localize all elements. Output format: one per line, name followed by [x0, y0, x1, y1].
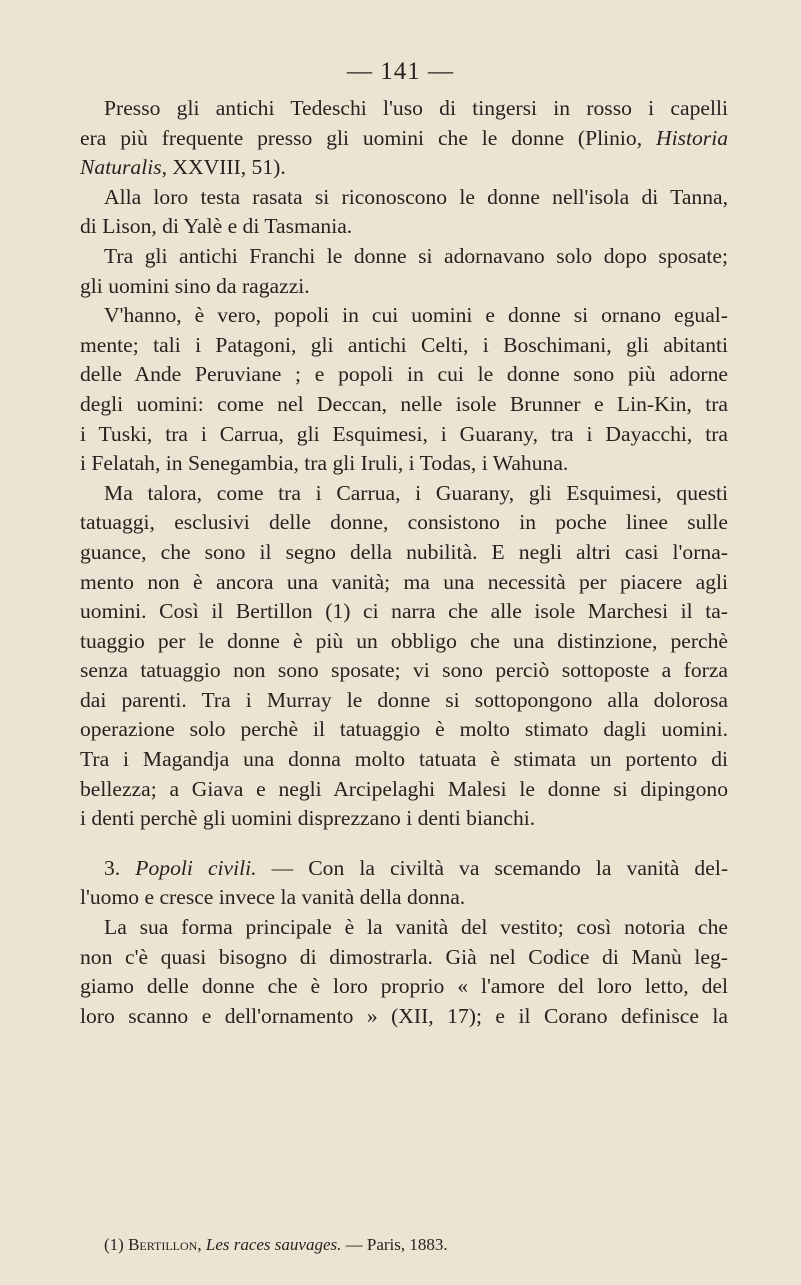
text-line — [80, 124, 728, 154]
text-run: era più frequente presso gli uomini che le donne (Plinio, — [80, 125, 656, 150]
text-line — [80, 153, 728, 183]
paragraph — [80, 854, 728, 913]
text-line — [80, 212, 728, 242]
text-run: bellezza; a Giava e negli Arcipelaghi Malesi le donne si dipingono — [80, 776, 728, 801]
text-run: loro scanno e dell'ornamento » (XII, 17); e il Corano definisce la — [80, 1003, 728, 1028]
text-line — [80, 183, 728, 213]
text-line — [80, 686, 728, 716]
text-run: operazione solo perchè il tatuaggio è molto stimato dagli uomini. — [80, 717, 728, 742]
footnote-author: Bertillon — [128, 1235, 198, 1254]
paragraph — [80, 94, 728, 183]
italic-run: Popoli civili. — [135, 855, 257, 880]
text-run: degli uomini: come nel Deccan, nelle isole Brunner e Lin-Kin, tra — [80, 391, 728, 416]
text-run: tuaggio per le donne è più un obbligo che una distinzione, perchè — [80, 628, 728, 653]
text-line — [80, 775, 728, 805]
text-line — [80, 597, 728, 627]
text-line — [80, 272, 728, 302]
text-line — [80, 745, 728, 775]
text-line — [80, 479, 728, 509]
text-line — [80, 242, 728, 272]
text-run: senza tatuaggio non sono sposate; vi sono perciò sottoposte a forza — [80, 658, 728, 683]
footnote-title: Les races sauvages. — [205, 1235, 342, 1254]
body-text — [80, 94, 728, 1031]
text-run: delle Ande Peruviane ; e popoli in cui le donne sono più adorne — [80, 362, 728, 387]
text-line — [80, 538, 728, 568]
text-run: — Con la civiltà va scemando la vanità del- — [256, 855, 729, 880]
text-run: Tra i Magandja una donna molto tatuata è stimata un portento di — [80, 747, 728, 772]
text-line — [80, 301, 728, 331]
text-run: giamo delle donne che è loro proprio « l'amore del loro letto, del — [80, 974, 728, 999]
text-line — [80, 804, 728, 834]
text-run: l'uomo e cresce invece la vanità della donna. — [80, 885, 466, 910]
text-line — [80, 360, 728, 390]
text-run: V'hanno, è vero, popoli in cui uomini e donne si ornano egual- — [104, 303, 728, 328]
text-run: guance, che sono il segno della nubilità. E negli altri casi l'orna- — [80, 539, 728, 564]
footnote-separator: , — [197, 1235, 206, 1254]
text-run: Ma talora, come tra i Carrua, i Guarany, gli Esquimesi, questi — [104, 480, 728, 505]
text-line — [80, 390, 728, 420]
italic-run: Historia — [656, 125, 728, 150]
text-line — [80, 1002, 728, 1032]
text-line — [80, 943, 728, 973]
footnote-marker: (1) — [104, 1235, 129, 1254]
text-line — [80, 656, 728, 686]
text-run: Alla loro testa rasata si riconoscono le donne nell'isola di Tanna, — [104, 184, 728, 209]
paragraph — [80, 913, 728, 1031]
footnote — [80, 1234, 728, 1256]
text-run: , XXVIII, 51). — [161, 155, 286, 180]
text-run: non c'è quasi bisogno di dimostrarla. Già nel Codice di Manù leg- — [80, 944, 728, 969]
text-run: Presso gli antichi Tedeschi l'uso di tingersi in rosso i capelli — [104, 96, 728, 120]
text-line — [80, 972, 728, 1002]
text-run: Tra gli antichi Franchi le donne si adornavano solo dopo sposate; — [104, 243, 728, 268]
footnote-publication: — Paris, 1883. — [341, 1235, 448, 1254]
paragraph — [80, 183, 728, 242]
text-line — [80, 449, 728, 479]
text-run: uomini. Così il Bertillon (1) ci narra che alle isole Marchesi il ta- — [80, 599, 728, 624]
text-line — [80, 883, 728, 913]
text-run: i Felatah, in Senegambia, tra gli Iruli, i Todas, i Wahuna. — [80, 451, 569, 476]
text-line — [80, 913, 728, 943]
paragraph — [80, 479, 728, 834]
page-number: — 141 — — [347, 58, 454, 85]
text-run: La sua forma principale è la vanità del vestito; così notoria che — [104, 915, 728, 940]
italic-run: Naturalis — [80, 155, 162, 180]
text-run: 3. — [104, 855, 136, 880]
section-gap — [80, 834, 728, 854]
text-run: dai parenti. Tra i Murray le donne si sottopongono alla dolorosa — [80, 687, 728, 712]
text-run: di Lison, di Yalè e di Tasmania. — [80, 214, 353, 239]
paragraph — [80, 242, 728, 301]
text-line — [80, 715, 728, 745]
text-line — [80, 331, 728, 361]
text-run: mento non è ancora una vanità; ma una necessità per piacere agli — [80, 569, 728, 594]
text-line — [80, 854, 728, 884]
text-run: gli uomini sino da ragazzi. — [80, 273, 310, 298]
text-line — [80, 420, 728, 450]
text-line — [80, 568, 728, 598]
text-run: i denti perchè gli uomini disprezzano i denti bianchi. — [80, 806, 536, 831]
text-line — [80, 94, 728, 124]
text-run: tatuaggi, esclusivi delle donne, consistono in poche linee sulle — [80, 510, 728, 535]
text-line — [80, 508, 728, 538]
paragraph — [80, 301, 728, 479]
text-run: i Tuski, tra i Carrua, gli Esquimesi, i Guarany, tra i Dayacchi, tra — [80, 421, 728, 446]
text-line — [80, 627, 728, 657]
text-run: mente; tali i Patagoni, gli antichi Celti, i Boschimani, gli abitanti — [80, 332, 728, 357]
